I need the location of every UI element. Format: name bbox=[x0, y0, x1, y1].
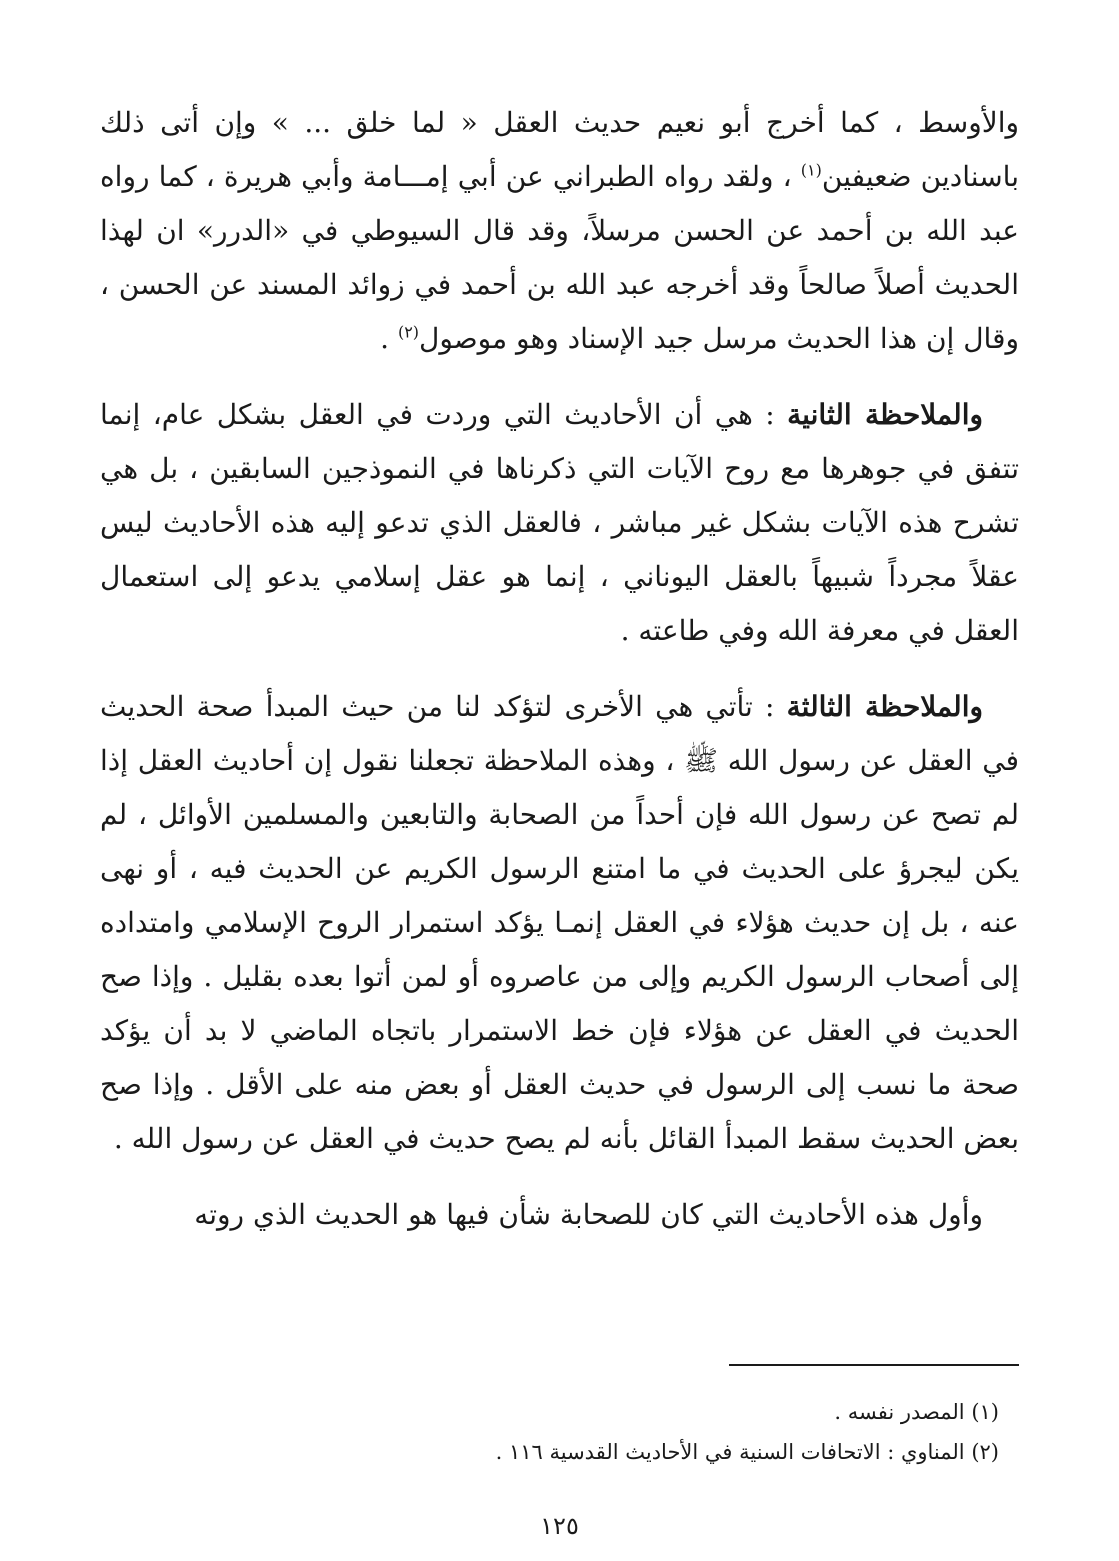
paragraph-2 bbox=[100, 388, 1019, 658]
footnote-ref-2: (٢) bbox=[397, 322, 420, 342]
paragraph-1 bbox=[100, 96, 1019, 366]
footnote-1: (١) المصدر نفسه . bbox=[834, 1400, 999, 1424]
paragraph-2-heading: والملاحظة الثانية bbox=[787, 398, 983, 431]
paragraph-1-part-2: ، ولقد رواه الطبراني عن أبي إمـــامة وأبي هريرة ، كما رواه عبد الله بن أحمد عن الحسن مرسلاً، وقد قال السيوطي في «الدرر» ان لهذا الحديث أصلاً صالحاً وقد أخرجه عبد الله بن أحمد في زوائد المسند عن الحسن ، وقال إن هذا الحديث مرسل جيد الإسناد وهو موصول bbox=[100, 160, 1020, 355]
page-number: ١٢٥ bbox=[540, 1512, 579, 1540]
footnote-ref-1: (١) bbox=[800, 160, 822, 180]
footnote-2: (٢) المناوي : الاتحافات السنية في الأحاديث القدسية ١١٦ . bbox=[495, 1440, 999, 1464]
paragraph-1-part-1: والأوسط ، كما أخرج أبو نعيم حديث العقل « لما خلق ... » وإن أتى ذلك باسنادين ضعيفين bbox=[100, 106, 1019, 193]
main-text bbox=[100, 96, 1019, 1242]
footnotes bbox=[100, 1392, 999, 1472]
paragraph-1-part-3: . bbox=[380, 322, 398, 355]
paragraph-3-text: : تأتي هي الأخرى لتؤكد لنا من حيث المبدأ صحة الحديث في العقل عن رسول الله ﷺ ، وهذه الملاحظة تجعلنا نقول إن أحاديث العقل إذا لم تصح عن رسول الله فإن أحداً من الصحابة والتابعين والمسلمين الأوائل ، لم يكن ليجرؤ على الحديث في ما امتنع الرسول الكريم عن الحديث فيه ، أو نهى عنه ، بل إن حديث هؤلاء في العقل إنمـا يؤكد استمرار الروح الإسلامي وامتداده إلى أصحاب الرسول الكريم وإلى من عاصروه أو لمن أتوا بعده بقليل . وإذا صح الحديث في العقل عن هؤلاء فإن خط الاستمرار باتجاه الماضي لا بد أن يؤكد صحة ما نسب إلى الرسول في حديث العقل أو بعض منه على الأقل . وإذا صح بعض الحديث سقط المبدأ القائل بأنه لم يصح حديث في العقل عن رسول الله . bbox=[100, 690, 1019, 1155]
paragraph-3-heading: والملاحظة الثالثة bbox=[786, 690, 984, 723]
footnote-divider bbox=[729, 1364, 1019, 1366]
paragraph-2-text: : هي أن الأحاديث التي وردت في العقل بشكل عام، إنما تتفق في جوهرها مع روح الآيات التي ذكرناها في النموذجين السابقين ، بل هي تشرح هذه الآيات بشكل غير مباشر ، فالعقل الذي تدعو إليه هذه الأحاديث ليس عقلاً مجرداً شبيهاً بالعقل اليوناني ، إنما هو عقل إسلامي يدعو إلى استعمال العقل في معرفة الله وفي طاعته . bbox=[100, 398, 1019, 647]
paragraph-3 bbox=[100, 680, 1019, 1166]
paragraph-4 bbox=[100, 1188, 1019, 1242]
paragraph-4-text: وأول هذه الأحاديث التي كان للصحابة شأن فيها هو الحديث الذي روته bbox=[194, 1198, 983, 1231]
